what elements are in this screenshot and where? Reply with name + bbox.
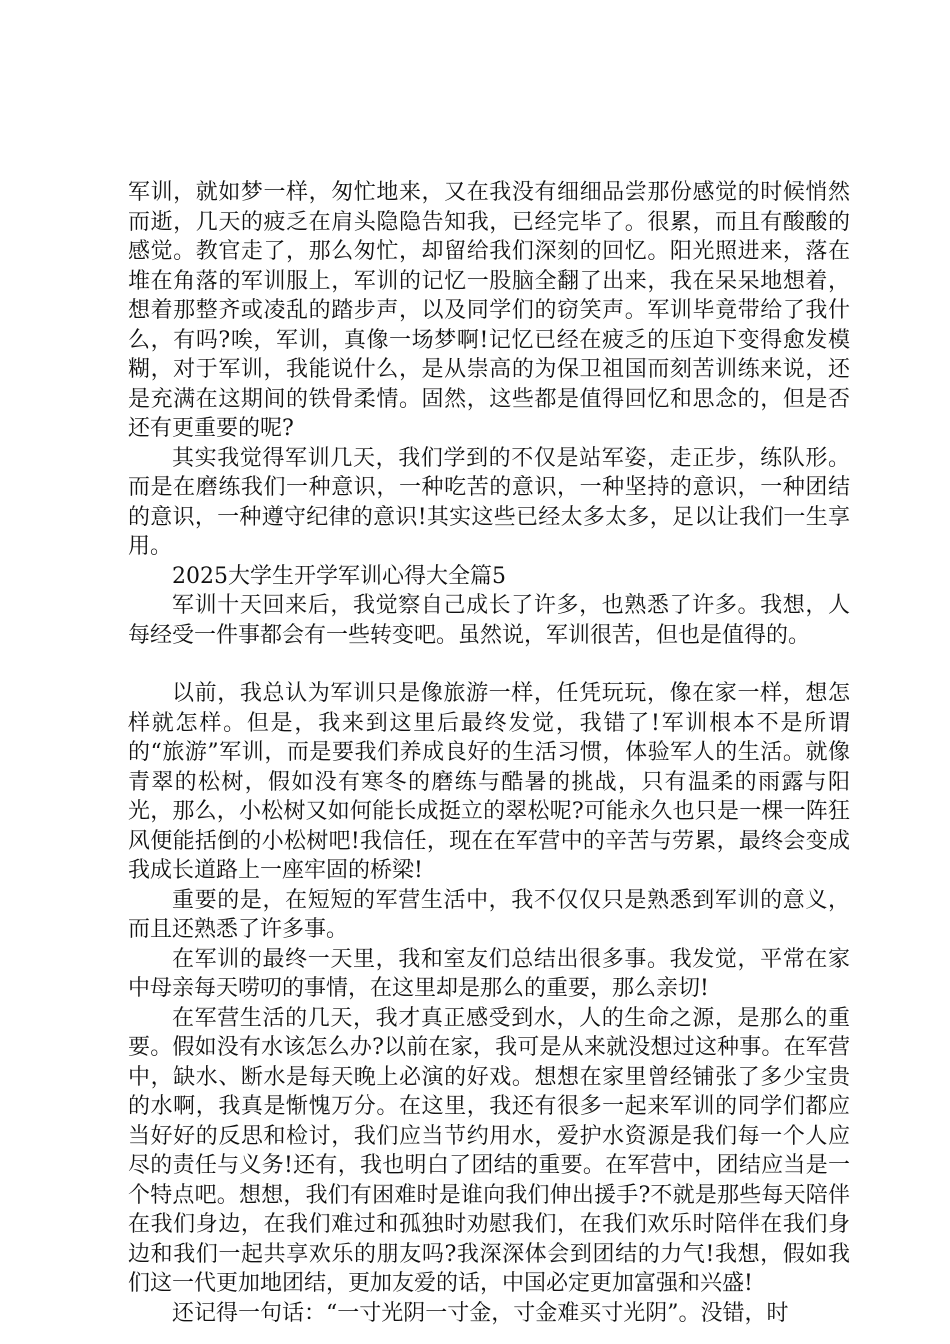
section-heading: 2025大学生开学军训心得大全篇5 [172, 563, 506, 589]
paragraph-4: 以前，我总认为军训只是像旅游一样，任凭玩玩，像在家一样，想怎样就怎样。但是，我来到这里后最终发觉，我错了!军训根本不是所谓的“旅游”军训，而是要我们养成良好的生活习惯，体验军人的生活。就像青翠的松树，假如没有寒冬的磨练与酷暑的挑战，只有温柔的雨露与阳光，那么，小松树又如何能长成挺立的翠松呢?可能永久也只是一棵一阵狂风便能括倒的小松树吧!我信任，现在在军营中的辛苦与劳累，最终会变成我成长道路上一座牢固的桥梁! [128, 681, 850, 883]
paragraph-6: 在军训的最终一天里，我和室友们总结出很多事。我发觉，平常在家中母亲每天唠叨的事情，在这里却是那么的重要，那么亲切! [128, 946, 850, 1001]
document-body [128, 178, 850, 1328]
paragraph-2: 其实我觉得军训几天，我们学到的不仅是站军姿，走正步，练队形。而是在磨练我们一种意识，一种吃苦的意识，一种坚持的意识，一种团结的意识，一种遵守纪律的意识!其实这些已经太多太多，足以让我们一生享用。 [128, 445, 850, 559]
paragraph-8: 还记得一句话：“一寸光阴一寸金，寸金难买寸光阴”。没错，时 [172, 1300, 789, 1326]
paragraph-7: 在军营生活的几天，我才真正感受到水，人的生命之源，是那么的重要。假如没有水该怎么办?以前在家，我可是从来就没想过这种事。在军营中，缺水、断水是每天晚上必演的好戏。想想在家里曾经铺张了多少宝贵的水啊，我真是惭愧万分。在这里，我还有很多一起来军训的同学们都应当好好的反思和检讨，我们应当节约用水，爱护水资源是我们每一个人应尽的责任与义务!还有，我也明白了团结的重要。在军营中，团结应当是一个特点吧。想想，我们有困难时是谁向我们伸出援手?不就是那些每天陪伴在我们身边，在我们难过和孤独时劝慰我们，在我们欢乐时陪伴在我们身边和我们一起共享欢乐的朋友吗?我深深体会到团结的力气!我想，假如我们这一代更加地团结，更加友爱的话，中国必定更加富强和兴盛! [128, 1005, 850, 1296]
paragraph-1: 军训，就如梦一样，匆忙地来，又在我没有细细品尝那份感觉的时候悄然而逝，几天的疲乏在肩头隐隐告知我，已经完毕了。很累，而且有酸酸的感觉。教官走了，那么匆忙，却留给我们深刻的回忆。阳光照进来，落在堆在角落的军训服上，军训的记忆一股脑全翻了出来，我在呆呆地想着，想着那整齐或凌乱的踏步声，以及同学们的窃笑声。军训毕竟带给了我什么，有吗?唉，军训，真像一场梦啊!记忆已经在疲乏的压迫下变得愈发模糊，对于军训，我能说什么，是从崇高的为保卫祖国而刻苦训练来说，还是充满在这期间的铁骨柔情。固然，这些都是值得回忆和思念的，但是否还有更重要的呢? [128, 180, 850, 441]
paragraph-5: 重要的是，在短短的军营生活中，我不仅仅只是熟悉到军训的意义，而且还熟悉了许多事。 [128, 887, 850, 942]
paragraph-3: 军训十天回来后，我觉察自己成长了许多，也熟悉了许多。我想，人每经受一件事都会有一些转变吧。虽然说，军训很苦，但也是值得的。 [128, 593, 850, 648]
